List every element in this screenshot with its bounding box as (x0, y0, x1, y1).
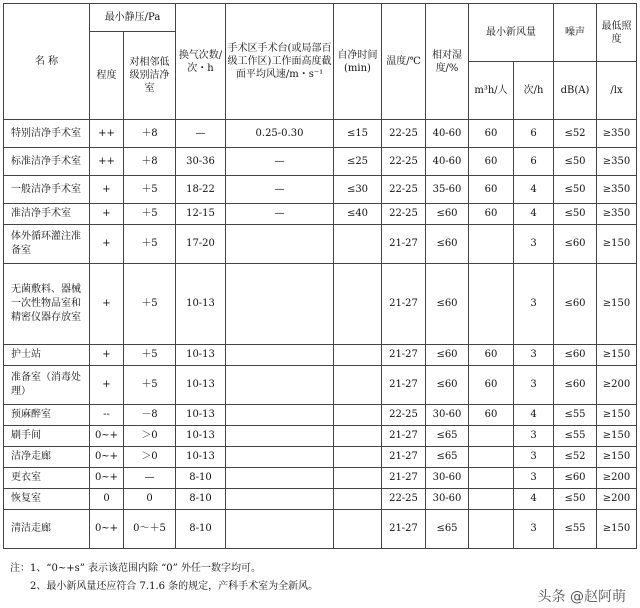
cell-name: 清洁走廊 (4, 510, 90, 549)
cell-m3 (469, 510, 514, 549)
cell-perh: 3 (514, 345, 554, 366)
col-header-relative-low: 对相邻低级别洁净室 (124, 32, 176, 120)
cell-noise: ≤55 (554, 405, 597, 426)
cell-speed (226, 225, 334, 264)
cell-speed (226, 447, 334, 468)
table-row (4, 176, 637, 204)
table-row (4, 366, 637, 405)
cell-hum: 40-60 (426, 148, 469, 176)
cell-hum: ≤60 (426, 264, 469, 345)
cell-rel: ＋5 (124, 366, 176, 405)
cell-perh: 3 (514, 426, 554, 447)
cell-rel: ＋5 (124, 345, 176, 366)
cell-perh: 3 (514, 264, 554, 345)
table-row (4, 120, 637, 148)
cell-degree: 0 (90, 489, 124, 510)
cell-noise: ≤60 (554, 345, 597, 366)
cell-ach: 8-10 (176, 510, 226, 549)
col-header-fresh-air-per-hour: 次/h (514, 62, 554, 120)
cell-temp: 22-25 (382, 204, 426, 225)
cell-noise: ≤60 (554, 225, 597, 264)
cell-rel: ＋5 (124, 264, 176, 345)
cell-ach: 10-13 (176, 345, 226, 366)
cell-self: ≤15 (334, 120, 382, 148)
cell-temp: 22-25 (382, 405, 426, 426)
cell-speed (226, 264, 334, 345)
cell-m3 (469, 447, 514, 468)
cell-degree: + (90, 264, 124, 345)
cell-m3 (469, 264, 514, 345)
cell-perh: 3 (514, 510, 554, 549)
cell-perh: 4 (514, 405, 554, 426)
cell-speed: — (226, 148, 334, 176)
cell-noise: ≤52 (554, 120, 597, 148)
cell-ach: 18-22 (176, 176, 226, 204)
cell-m3: 60 (469, 345, 514, 366)
cell-ach: 30-36 (176, 148, 226, 176)
cell-perh: 3 (514, 447, 554, 468)
cell-rel: ＋8 (124, 148, 176, 176)
cell-name: 无菌敷料、器械一次性物品室和精密仪器存放室 (4, 264, 90, 345)
cell-speed (226, 426, 334, 447)
cell-temp: 21-27 (382, 447, 426, 468)
cell-ach: 8-10 (176, 489, 226, 510)
cell-noise: ≤60 (554, 468, 597, 489)
cell-lux: ≥350 (597, 120, 637, 148)
col-header-noise-unit: dB(A) (554, 62, 597, 120)
cell-m3 (469, 489, 514, 510)
cell-hum: 30-60 (426, 489, 469, 510)
table-row (4, 426, 637, 447)
cell-m3 (469, 426, 514, 447)
cell-ach: — (176, 120, 226, 148)
cell-degree: + (90, 176, 124, 204)
cell-noise: ≤55 (554, 426, 597, 447)
col-header-fresh-air-per-person: m³h/人 (469, 62, 514, 120)
cell-degree: 0~+ (90, 426, 124, 447)
note-1: 注：1、“0~+s” 表示该范围内除 “0” 外任一数字均可。 (10, 563, 261, 574)
cell-perh: 3 (514, 468, 554, 489)
table-row (4, 225, 637, 264)
cell-lux: ≥150 (597, 426, 637, 447)
cell-rel: ＋5 (124, 204, 176, 225)
cell-self (334, 366, 382, 405)
cell-noise: ≤50 (554, 489, 597, 510)
cell-name: 体外循环灌注准备室 (4, 225, 90, 264)
cell-temp: 21-27 (382, 264, 426, 345)
cell-speed (226, 468, 334, 489)
cell-self (334, 225, 382, 264)
col-header-temperature: 温度/℃ (382, 4, 426, 120)
cell-temp: 22-25 (382, 148, 426, 176)
cell-hum: 40-60 (426, 120, 469, 148)
cell-m3: 60 (469, 366, 514, 405)
cell-noise: ≤55 (554, 510, 597, 549)
cell-speed: — (226, 176, 334, 204)
cell-degree: + (90, 225, 124, 264)
cell-ach: 10-13 (176, 264, 226, 345)
cell-lux: ≥150 (597, 405, 637, 426)
cell-self (334, 426, 382, 447)
cell-m3: 60 (469, 176, 514, 204)
col-header-min-static-pressure: 最小静压/Pa (90, 4, 176, 32)
cell-perh: 3 (514, 366, 554, 405)
cell-name: 刷手间 (4, 426, 90, 447)
cell-degree: -- (90, 405, 124, 426)
cell-speed (226, 405, 334, 426)
cell-name: 预麻醉室 (4, 405, 90, 426)
table-row (4, 489, 637, 510)
cell-m3: 60 (469, 120, 514, 148)
cell-perh: 6 (514, 120, 554, 148)
cell-rel: ＞0 (124, 447, 176, 468)
cell-degree: + (90, 204, 124, 225)
cell-perh: 6 (514, 148, 554, 176)
cell-temp: 21-27 (382, 366, 426, 405)
cell-ach: 17-20 (176, 225, 226, 264)
cell-temp: 22-25 (382, 120, 426, 148)
cell-lux: ≥150 (597, 345, 637, 366)
cell-lux: ≥350 (597, 176, 637, 204)
cell-ach: 10-13 (176, 366, 226, 405)
cell-hum: ≤65 (426, 426, 469, 447)
cell-m3 (469, 225, 514, 264)
cell-speed: 0.25-0.30 (226, 120, 334, 148)
cell-rel: ＞0 (124, 426, 176, 447)
cell-hum: 30-60 (426, 405, 469, 426)
cell-temp: 21-27 (382, 225, 426, 264)
cell-ach: 12-15 (176, 204, 226, 225)
cell-m3: 60 (469, 204, 514, 225)
cell-name: 准备室（消毒处理） (4, 366, 90, 405)
cell-noise: ≤60 (554, 264, 597, 345)
cell-degree: + (90, 345, 124, 366)
cell-temp: 22-25 (382, 489, 426, 510)
cell-noise: ≤60 (554, 366, 597, 405)
cell-ach: 10-13 (176, 405, 226, 426)
col-header-work-area: 手术区手术台(或局部百级工作区)工作面高度截面平均风速/m・s⁻¹ (226, 4, 334, 120)
cell-temp: 21-27 (382, 345, 426, 366)
standards-table (3, 3, 637, 549)
cell-lux: ≥350 (597, 148, 637, 176)
cell-temp: 21-27 (382, 510, 426, 549)
cell-self (334, 447, 382, 468)
col-header-illumination: 最低照度 (597, 4, 637, 62)
cell-hum: ≤60 (426, 366, 469, 405)
cell-self (334, 510, 382, 549)
cell-lux: ≥150 (597, 264, 637, 345)
table-row (4, 405, 637, 426)
table-row (4, 204, 637, 225)
cell-lux: ≥200 (597, 468, 637, 489)
cell-speed (226, 345, 334, 366)
table-row (4, 510, 637, 549)
cell-degree: 0~+ (90, 447, 124, 468)
cell-speed (226, 510, 334, 549)
cell-ach: 8-10 (176, 468, 226, 489)
cell-self (334, 489, 382, 510)
cell-hum: ≤65 (426, 510, 469, 549)
cell-self: ≤30 (334, 176, 382, 204)
cell-perh: 4 (514, 176, 554, 204)
cell-rel: 0～＋5 (124, 510, 176, 549)
col-header-humidity: 相对湿度/% (426, 4, 469, 120)
cell-degree: 0~+ (90, 468, 124, 489)
cell-lux: ≥350 (597, 204, 637, 225)
col-header-name: 名 称 (4, 4, 90, 120)
cell-m3: 60 (469, 405, 514, 426)
cell-rel: ＋8 (124, 120, 176, 148)
cell-self (334, 468, 382, 489)
cell-lux: ≥200 (597, 489, 637, 510)
cell-degree: + (90, 366, 124, 405)
note-2: 2、最小新风量还应符合 7.1.6 条的规定，产科手术室为全新风。 (30, 581, 319, 592)
col-header-min-fresh-air: 最小新风量 (469, 4, 554, 62)
cell-m3: 60 (469, 148, 514, 176)
cell-speed (226, 489, 334, 510)
cell-temp: 22-25 (382, 176, 426, 204)
table-body (4, 120, 637, 549)
col-header-air-changes: 换气次数/次・h (176, 4, 226, 120)
cell-rel: －8 (124, 405, 176, 426)
cell-name: 特别洁净手术室 (4, 120, 90, 148)
cell-noise: ≤52 (554, 447, 597, 468)
cell-name: 更衣室 (4, 468, 90, 489)
cell-name: 标准洁净手术室 (4, 148, 90, 176)
cell-self: ≤25 (334, 148, 382, 176)
cell-lux: ≥200 (597, 366, 637, 405)
table-row (4, 345, 637, 366)
cell-ach: 10-13 (176, 426, 226, 447)
cell-noise: ≤50 (554, 176, 597, 204)
cell-hum: ≤60 (426, 225, 469, 264)
cell-hum: ≤65 (426, 447, 469, 468)
cell-perh: 4 (514, 204, 554, 225)
cell-self (334, 264, 382, 345)
cell-self: ≤40 (334, 204, 382, 225)
cell-perh: 4 (514, 489, 554, 510)
cell-noise: ≤50 (554, 204, 597, 225)
cell-rel: — (124, 468, 176, 489)
cell-self (334, 405, 382, 426)
col-header-degree: 程度 (90, 32, 124, 120)
cell-speed (226, 366, 334, 405)
cell-degree: ++ (90, 148, 124, 176)
table-row (4, 468, 637, 489)
cell-self (334, 345, 382, 366)
cell-rel: ＋5 (124, 176, 176, 204)
col-header-illumination-unit: /lx (597, 62, 637, 120)
watermark: 头条 @赵阿萌 (537, 589, 626, 605)
cell-lux: ≥150 (597, 447, 637, 468)
cell-name: 一般洁净手术室 (4, 176, 90, 204)
cell-hum: ≤60 (426, 345, 469, 366)
cell-speed: — (226, 204, 334, 225)
cell-perh: 3 (514, 225, 554, 264)
cell-hum: 30-60 (426, 468, 469, 489)
col-header-noise: 噪声 (554, 4, 597, 62)
cell-name: 洁净走廊 (4, 447, 90, 468)
cell-temp: 21-27 (382, 468, 426, 489)
table-row (4, 447, 637, 468)
cell-temp: 21-27 (382, 426, 426, 447)
cell-noise: ≤50 (554, 148, 597, 176)
cell-rel: ＋5 (124, 225, 176, 264)
cell-lux: ≥150 (597, 225, 637, 264)
col-header-self-clean: 自净时间(min) (334, 4, 382, 120)
cell-rel: 0 (124, 489, 176, 510)
cell-hum: 35-60 (426, 176, 469, 204)
table-row (4, 148, 637, 176)
cell-name: 恢复室 (4, 489, 90, 510)
cell-hum: ≤60 (426, 204, 469, 225)
cell-lux: ≥150 (597, 510, 637, 549)
cell-ach: 10-13 (176, 447, 226, 468)
cell-name: 准洁净手术室 (4, 204, 90, 225)
table-row (4, 264, 637, 345)
cell-m3 (469, 468, 514, 489)
cell-degree: 0~+ (90, 510, 124, 549)
cell-name: 护士站 (4, 345, 90, 366)
cell-degree: ++ (90, 120, 124, 148)
